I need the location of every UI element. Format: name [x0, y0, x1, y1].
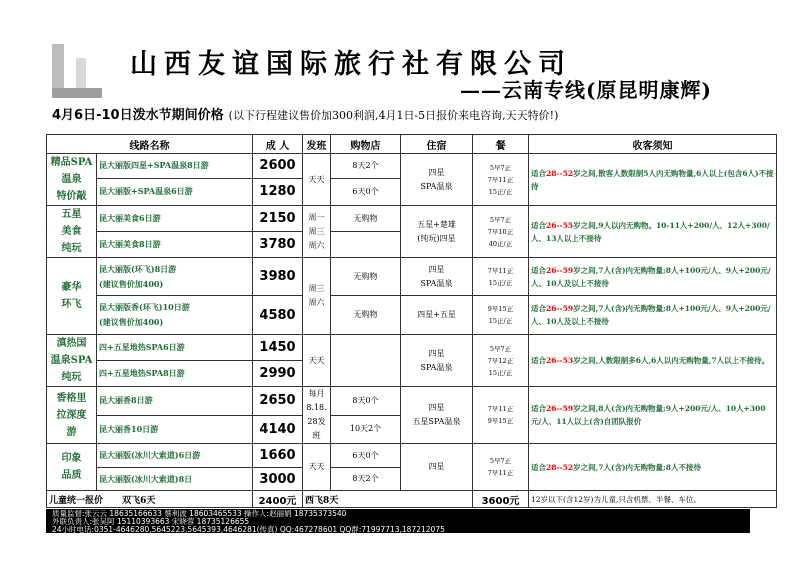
meal-line: 5早7正: [489, 344, 512, 353]
notice-part: 适合: [531, 220, 546, 230]
route-line: 昆大丽美食8日游: [99, 239, 161, 249]
hotel-line: SPA温泉: [420, 362, 453, 372]
adult-price: 3000: [253, 468, 303, 491]
row-category: [47, 335, 97, 387]
hotel-level: [401, 258, 473, 296]
meal-line: 15正/正: [488, 187, 513, 196]
col-depart: 发班: [303, 135, 331, 154]
hotel-line: 四星: [428, 462, 445, 471]
row-category: [47, 258, 97, 335]
notice-part: 元/人、9人+200元/人、10人及以上不接待: [531, 304, 771, 326]
hotel-line: 五星+楚雄: [417, 219, 456, 229]
contact-footer: [46, 509, 750, 533]
adult-price: 2600: [253, 154, 303, 179]
meal-info: [473, 296, 529, 335]
category-line: 温泉: [61, 174, 82, 185]
notice-part: 28--52: [546, 168, 574, 178]
meal-info: [473, 154, 529, 206]
meal-line: 15正/正: [488, 368, 513, 377]
notice-part: 26--59: [546, 304, 574, 313]
hotel-line: 四星: [428, 167, 445, 177]
notice-part: 元/人、9人+200元/人、10人及以上不接待: [531, 265, 771, 288]
child-label-text: 儿童统一报价: [49, 495, 104, 506]
route-name: [97, 415, 253, 444]
adult-price: 4140: [253, 415, 303, 444]
depart-days: 每月 8.18. 28发班: [303, 387, 331, 444]
col-route: 线路名称: [47, 135, 253, 154]
row-category: [47, 444, 97, 491]
table-row: [47, 154, 777, 179]
route-line: 昆大丽美食6日游: [99, 213, 161, 223]
route-line: 昆大丽版(冰川大索道)6日游: [99, 450, 201, 460]
shop-count: 无购物: [331, 296, 401, 335]
shop-count: 8天2个: [331, 154, 401, 179]
route-name: [97, 387, 253, 416]
child-label: [47, 491, 253, 508]
notice-part: 岁之间,散客人数限制5人内无购物量,: [573, 168, 697, 178]
company-name: 山西友谊国际旅行社有限公司: [130, 49, 572, 80]
company-logo: [52, 44, 102, 98]
hotel-level: [401, 154, 473, 206]
hotel-line: 五星SPA温泉: [412, 417, 461, 426]
route-name: [97, 232, 253, 258]
hotel-level: [401, 444, 473, 491]
hotel-line: 四星: [428, 348, 445, 358]
notice-part: 适合: [531, 462, 546, 472]
hotel-line: SPA温泉: [420, 181, 453, 191]
contact-line-1: 质量监督:张云云 18635166633 蔡利波 18603465533 操作人:赵丽娟 18735373540: [52, 509, 347, 518]
meal-info: [473, 206, 529, 258]
child-price-row: [47, 491, 777, 508]
table-row: [47, 444, 777, 468]
child-note: 12岁以下(含12岁)为儿童,只含机票、半餐、车位。: [529, 491, 777, 508]
meal-line: 40正/正: [488, 239, 513, 248]
booking-notice: [529, 335, 777, 387]
category-line: 温泉SPA: [50, 355, 93, 366]
depart-days: 周一 周三 周六: [303, 206, 331, 258]
adult-price: 2990: [253, 361, 303, 387]
route-name: [97, 335, 253, 361]
headline: [52, 104, 558, 123]
notice-part: 适合: [531, 304, 546, 313]
route-name: [97, 178, 253, 205]
route-line: 四+五星地热SPA8日游: [99, 368, 185, 378]
row-category: [47, 154, 97, 206]
route-line: 昆大丽版香(环飞)10日游: [99, 302, 190, 312]
hotel-line: (纯玩)四星: [417, 233, 456, 243]
notice-part: 团队报价: [611, 417, 642, 426]
hotel-level: [401, 206, 473, 258]
route-line: 昆大丽香10日游: [99, 423, 159, 434]
route-line: 昆大丽版四星+SPA温泉8日游: [99, 160, 209, 171]
notice-part: 28--52: [546, 462, 574, 472]
meal-line: 9早15正: [487, 305, 514, 313]
meal-line: 7早11正: [487, 266, 514, 275]
contact-line-2: 外联负责人:张吴阿 15110393663 宋晓蓉 18735126655: [52, 517, 250, 526]
depart-days: 天天: [303, 154, 331, 206]
meal-info: [473, 335, 529, 387]
category-line: 纯玩: [61, 243, 82, 254]
child-west-price: 3600元: [473, 491, 529, 508]
category-line: 豪华: [61, 282, 82, 293]
notice-part: 岁之间,7人(含)内无购物量;8人不: [573, 462, 687, 472]
route-line: 四+五星地热SPA6日游: [99, 342, 185, 352]
shop-count: 8天2个: [331, 468, 401, 491]
notice-part: 适合: [531, 356, 546, 365]
child-fly-label: 双飞6天: [122, 495, 156, 506]
route-line: 昆大丽版+SPA温泉6日游: [99, 186, 193, 197]
price-table: [46, 134, 777, 508]
shop-count: 无购物: [331, 206, 401, 232]
adult-price: 3780: [253, 232, 303, 258]
notice-part: 岁之间,7人(含)内无购物量;8人+100: [573, 265, 701, 275]
adult-price: 3980: [253, 258, 303, 296]
adult-price: 1450: [253, 335, 303, 361]
hotel-line: SPA温泉: [420, 278, 453, 288]
hotel-line: 四星: [428, 403, 445, 412]
meal-line: 7早11正: [487, 175, 514, 184]
notice-part: 岁之间,人数限制多6人,6人以内无: [573, 356, 687, 365]
row-category: [47, 387, 97, 444]
category-line: 美食: [61, 226, 82, 237]
notice-part: 200元/人、10人+300元/人、11人以上(含)自: [531, 404, 766, 426]
booking-notice: [529, 154, 777, 206]
meal-line: 15正/正: [488, 278, 513, 287]
route-name: [97, 361, 253, 387]
hotel-level: [401, 335, 473, 387]
notice-part: 6人以上(包含6人)不接待: [531, 168, 774, 191]
route-name: [97, 444, 253, 468]
meal-line: 5早7正: [489, 215, 512, 224]
depart-days: 周三 周六: [303, 258, 331, 335]
booking-notice: [529, 444, 777, 491]
meal-info: [473, 258, 529, 296]
shop-count: 6天0个: [331, 444, 401, 468]
notice-part: 接待: [686, 462, 702, 472]
route-name: [97, 468, 253, 491]
category-line: 精品SPA: [50, 157, 93, 168]
notice-part: 适合: [531, 265, 546, 275]
booking-notice: [529, 296, 777, 335]
shop-count: 8天0个: [331, 387, 401, 416]
col-hotel: 住宿: [401, 135, 473, 154]
hotel-line: 四星+五星: [417, 310, 456, 319]
col-meal: 餐: [473, 135, 529, 154]
depart-days: 天天: [303, 444, 331, 491]
table-row: [47, 296, 777, 335]
booking-notice: [529, 206, 777, 258]
booking-notice: [529, 258, 777, 296]
adult-price: 1280: [253, 178, 303, 205]
booking-notice: [529, 387, 777, 444]
col-shop: 购物店: [331, 135, 401, 154]
child-west-label: 西飞8天: [303, 491, 401, 508]
category-line: 环飞: [61, 299, 82, 310]
subtitle: ——云南专线(原昆明康辉): [460, 78, 712, 102]
hotel-level: [401, 387, 473, 444]
shop-count: 10天2个: [331, 415, 401, 444]
route-line: 昆大丽香8日游: [99, 395, 153, 406]
category-line: 滇热国: [56, 338, 87, 349]
notice-part: 适合: [531, 404, 546, 413]
col-adult: 成 人: [253, 135, 303, 154]
route-name: [97, 258, 253, 296]
table-row: [47, 206, 777, 232]
category-line: 香格里: [56, 392, 87, 404]
depart-days: 天天: [303, 335, 331, 387]
meal-line: 5早7正: [489, 163, 512, 172]
hotel-level: [401, 296, 473, 335]
contact-line-3: 24小时电话:0351-4646280,5645223,5645393,4646281(传真) QQ:467278601 QQ群:71997713,187212075: [52, 525, 445, 534]
route-line: (建议售价加400): [99, 278, 164, 289]
notice-part: 岁之间,7人(含)内无购物量;8人+100: [573, 304, 701, 313]
meal-line: 15正/正: [488, 317, 513, 325]
route-name: [97, 206, 253, 232]
notice-part: 适合: [531, 168, 546, 178]
category-line: 印象: [61, 453, 82, 464]
col-notice: 收客须知: [529, 135, 777, 154]
notice-part: 26--55: [546, 220, 574, 230]
adult-price: 2150: [253, 206, 303, 232]
meal-line: 7早10正: [487, 227, 514, 236]
route-line: 昆大丽版(环飞)8日游: [99, 263, 177, 274]
route-name: [97, 296, 253, 335]
category-line: 纯玩: [61, 372, 82, 383]
meal-line: 5早7正: [489, 457, 512, 465]
category-line: 游: [66, 426, 77, 438]
shop-count: [331, 335, 401, 387]
table-row: [47, 387, 777, 416]
shop-count: 6天0个: [331, 178, 401, 205]
meal-line: 7早11正: [487, 405, 514, 413]
notice-part: 26--59: [546, 404, 574, 413]
adult-price: 4580: [253, 296, 303, 335]
meal-info: [473, 387, 529, 444]
meal-line: 7早12正: [487, 356, 514, 365]
notice-part: 26--53: [546, 356, 574, 365]
meal-line: 9早15正: [487, 417, 514, 425]
headline-main: 4月6日-10日泼水节期间价格: [52, 108, 224, 123]
table-row: [47, 258, 777, 296]
meal-info: [473, 444, 529, 491]
notice-part: 购物量,7人以上不接待。: [686, 356, 770, 365]
notice-part: 26--59: [546, 265, 574, 275]
adult-price: 1660: [253, 444, 303, 468]
category-line: 五星: [61, 209, 82, 220]
child-fly-price: 2400元: [253, 491, 303, 508]
shop-count: 无购物: [331, 258, 401, 296]
category-line: 特价敲: [56, 191, 87, 202]
category-line: 品质: [61, 470, 82, 481]
hotel-line: 四星: [428, 264, 445, 274]
category-line: 拉深度: [56, 409, 87, 421]
route-line: 昆大丽版(冰川大索道)8日: [99, 473, 193, 484]
route-name: [97, 154, 253, 179]
headline-note: (以下行程建议售价加300利润,4月1日-5日报价来电咨询,天天特价!): [228, 109, 559, 122]
notice-part: 岁之间,8人(含)内无购物量;9人+: [573, 404, 685, 413]
row-category: [47, 206, 97, 258]
adult-price: 2650: [253, 387, 303, 416]
notice-part: 人、12人+300/人、13人以上不接待: [531, 220, 770, 243]
table-header: [47, 135, 777, 154]
notice-part: 岁之间,9人以内无购物。10-11人+200/: [573, 220, 713, 230]
meal-line: 7早11正: [487, 469, 514, 477]
route-line: (建议售价加400): [99, 317, 164, 327]
table-row: [47, 335, 777, 361]
